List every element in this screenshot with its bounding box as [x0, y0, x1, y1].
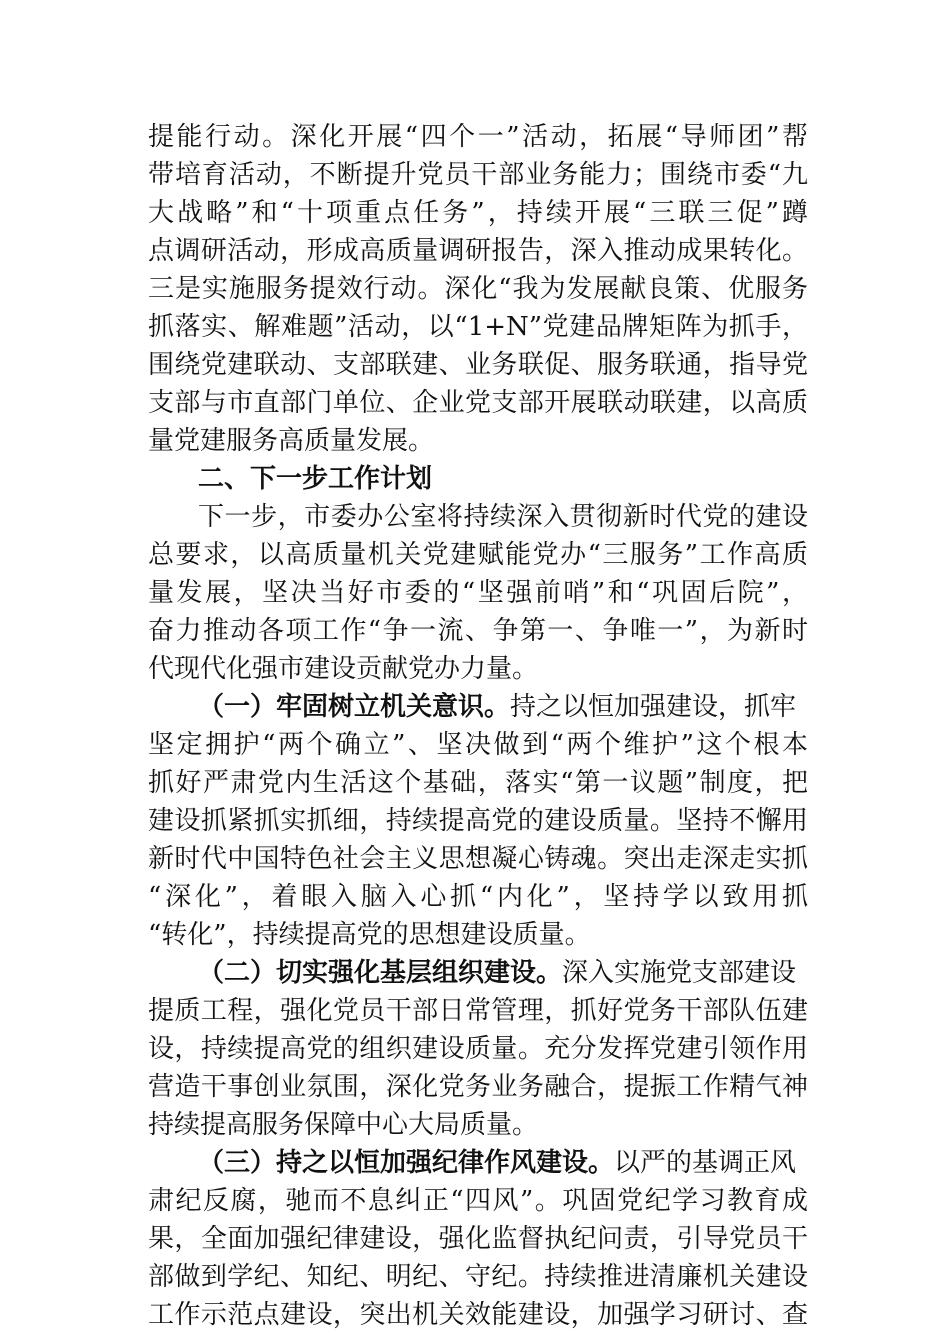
subsection-text: 持之以恒加强建设，抓牢: [510, 692, 797, 722]
paragraph-line: “深化”，着眼入脑入心抓“内化”，坚持学以致用抓: [148, 882, 808, 912]
paragraph-line: 部做到学纪、知纪、明纪、守纪。持续推进清廉机关建设: [148, 1262, 808, 1292]
paragraph-line: 三是实施服务提效行动。深化“我为发展献良策、优服务: [148, 274, 808, 304]
paragraph-line: 点调研活动，形成高质量调研报告，深入推动成果转化。: [148, 236, 808, 266]
subsection-title: （一）牢固树立机关意识。: [198, 692, 511, 722]
paragraph-line: 建设抓紧抓实抓细，持续提高党的建设质量。坚持不懈用: [148, 806, 808, 836]
paragraph-line: 抓好严肃党内生活这个基础，落实“第一议题”制度，把: [148, 768, 808, 798]
paragraph-line: 支部与市直部门单位、企业党支部开展联动联建，以高质: [148, 388, 808, 418]
subsection-line: [198, 1144, 808, 1182]
paragraph-line: 肃纪反腐，驰而不息纠正“四风”。巩固党纪学习教育成: [148, 1186, 808, 1216]
subsection-title: （三）持之以恒加强纪律作风建设。: [198, 1148, 615, 1178]
subsection-line: [198, 954, 808, 992]
paragraph-line: 提质工程，强化党员干部日常管理，抓好党务干部队伍建: [148, 996, 808, 1026]
paragraph-line: 持续提高服务保障中心大局质量。: [148, 1110, 539, 1140]
paragraph-line: 带培育活动，不断提升党员干部业务能力；围绕市委“九: [148, 160, 808, 190]
subsection-line: [198, 688, 808, 726]
paragraph-line: 下一步，市委办公室将持续深入贯彻新时代党的建设: [198, 502, 808, 532]
paragraph-line: 围绕党建联动、支部联建、业务联促、服务联通，指导党: [148, 350, 808, 380]
subsection-text: 以严的基调正风: [614, 1148, 797, 1178]
subsection-text: 深入实施党支部建设: [562, 958, 797, 988]
paragraph-line: 代现代化强市建设贡献党办力量。: [148, 654, 539, 684]
paragraph-line: 抓落实、解难题”活动，以“1+N”党建品牌矩阵为抓手，: [148, 312, 808, 342]
paragraph-line: 设，持续提高党的组织建设质量。充分发挥党建引领作用: [148, 1034, 808, 1064]
section-heading: 二、下一步工作计划: [198, 464, 433, 494]
paragraph-line: 量发展，坚决当好市委的“坚强前哨”和“巩固后院”，: [148, 578, 808, 608]
paragraph-line: 总要求，以高质量机关党建赋能党办“三服务”工作高质: [148, 540, 808, 570]
paragraph-line: 奋力推动各项工作“争一流、争第一、争唯一”，为新时: [148, 616, 808, 646]
paragraph-line: 提能行动。深化开展“四个一”活动，拓展“导师团”帮: [148, 122, 808, 152]
paragraph-line: 坚定拥护“两个确立”、坚决做到“两个维护”这个根本: [148, 730, 808, 760]
paragraph-line: 新时代中国特色社会主义思想凝心铸魂。突出走深走实抓: [148, 844, 808, 874]
paragraph-line: 大战略”和“十项重点任务”，持续开展“三联三促”蹲: [148, 198, 808, 228]
paragraph-line: 量党建服务高质量发展。: [148, 426, 435, 456]
paragraph-line: “转化”，持续提高党的思想建设质量。: [148, 920, 591, 950]
paragraph-line: 果，全面加强纪律建设，强化监督执纪问责，引导党员干: [148, 1224, 808, 1254]
subsection-title: （二）切实强化基层组织建设。: [198, 958, 563, 988]
paragraph-line: 营造干事创业氛围，深化党务业务融合，提振工作精气神: [148, 1072, 808, 1102]
paragraph-line: 工作示范点建设，突出机关效能建设，加强学习研讨、查: [148, 1300, 808, 1330]
